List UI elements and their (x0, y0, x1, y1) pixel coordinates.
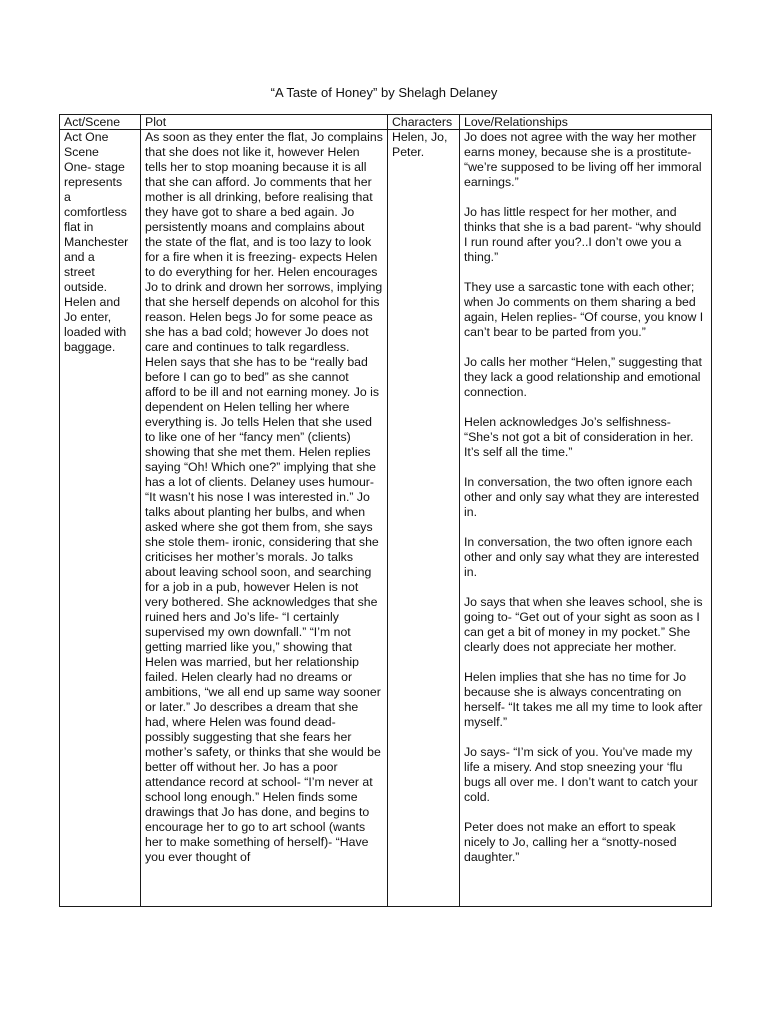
act-scene-line: Helen and (64, 295, 121, 309)
love-paragraph: In conversation, the two often ignore each other and only say what they are interested in. (464, 475, 700, 519)
act-scene-line: outside. (64, 280, 108, 294)
act-scene-cell (60, 130, 141, 907)
table-row (60, 130, 712, 907)
act-scene-line: Scene (64, 145, 99, 159)
act-scene-line: Jo enter, (64, 310, 112, 324)
plot-text: As soon as they enter the flat, Jo complains that she does not like it, however Helen tells her to stop moaning because it is all that she can afford. Jo comments that her mother is all drinking, before realising that they have got to share a bed again. Jo persistently moans and complains about the state of the flat, and is too lazy to look for a fire when it is freezing- expects Helen to do everything for her. Helen encourages Jo to drink and drown her sorrows, implying that she herself depends on alcohol for this reason. Helen begs Jo for some peace as she has a bad cold; however Jo does not care and continues to talk regardless. Helen says that she has to be “really bad before I can go to bed” as she cannot afford to be ill and not earning money. Jo is dependent on Helen telling her where everything is. Jo tells Helen that she used to like one of her “fancy men” (clients) showing that she met them. Helen replies saying “Oh! Which one?” implying that she has a lot of clients. Delaney uses humour- “It wasn’t his nose I was interested in.” Jo talks about planting her bulbs, and when asked where she got them from, she says she stole them- ironic, considering that she criticises her mother’s morals. Jo talks about leaving school soon, and searching for a job in a pub, however Helen is not very bothered. She acknowledges that she ruined hers and Jo’s life- “I certainly supervised my own downfall.” “I’m not getting married like you,” showing that Helen was married, but her relationship failed. Helen clearly had no dreams or ambitions, “we all end up same way sooner or later.” Jo describes a dream that she had, where Helen was found dead- possibly suggesting that she fears her mother’s safety, or thinks that she would be better off without her. Jo has a poor attendance record at school- “I’m never at school long enough.” Helen finds some drawings that Jo has done, and begins to encourage her to go to art school (wants her to make something of herself)- “Have you ever thought of (145, 130, 383, 864)
header-characters: Characters (388, 115, 460, 130)
love-paragraph: Helen acknowledges Jo’s selfishness- “She’s not got a bit of consideration in her. It’s self all the time.” (464, 415, 694, 459)
act-scene-line: baggage. (64, 340, 116, 354)
love-relationships-cell (460, 130, 712, 907)
act-scene-line: Manchester (64, 235, 129, 249)
act-scene-line: street (64, 265, 95, 279)
characters-text: Helen, Jo, Peter. (392, 130, 448, 159)
act-scene-line: represents (64, 175, 123, 189)
love-paragraph: Helen implies that she has no time for Jo because she is always concentrating on herself- “It takes me all my time to look after myself.” (464, 670, 703, 729)
notes-table (59, 114, 712, 907)
love-paragraph: Peter does not make an effort to speak nicely to Jo, calling her a “snotty-nosed daughter.” (464, 820, 677, 864)
love-paragraph: Jo says that when she leaves school, she is going to- “Get out of your sight as soon as I can get a bit of money in my pocket.” She clearly does not appreciate her mother. (464, 595, 703, 654)
act-scene-line: a (64, 190, 71, 204)
header-plot: Plot (141, 115, 388, 130)
love-paragraph: Jo does not agree with the way her mother earns money, because she is a prostitute- “we’re supposed to be living off her immoral earnings.” (464, 130, 702, 189)
plot-cell (141, 130, 388, 907)
act-scene-line: Act One (64, 130, 109, 144)
love-paragraph: Jo has little respect for her mother, and thinks that she is a bad parent- “why should I run round after you?..I don’t owe you a thing.” (464, 205, 702, 264)
love-paragraph: In conversation, the two often ignore each other and only say what they are interested in. (464, 535, 700, 579)
act-scene-line: flat in (64, 220, 94, 234)
act-scene-line: and a (64, 250, 95, 264)
header-love-relationships: Love/Relationships (460, 115, 712, 130)
love-paragraph: They use a sarcastic tone with each other; when Jo comments on them sharing a bed again, Helen replies- “Of course, you know I can’t bear to be parted from you.” (464, 280, 704, 339)
act-scene-line: One- stage (64, 160, 125, 174)
act-scene-line: comfortless (64, 205, 127, 219)
characters-cell (388, 130, 460, 907)
header-row (60, 115, 712, 130)
document-title: “A Taste of Honey” by Shelagh Delaney (270, 85, 498, 100)
love-paragraph: Jo calls her mother “Helen,” suggesting that they lack a good relationship and emotional connection. (464, 355, 702, 399)
header-act-scene: Act/Scene (60, 115, 141, 130)
act-scene-line: loaded with (64, 325, 127, 339)
love-paragraph: Jo says- “I’m sick of you. You’ve made my life a misery. And stop sneezing your ‘flu bugs all over me. I don’t want to catch your cold. (464, 745, 698, 804)
